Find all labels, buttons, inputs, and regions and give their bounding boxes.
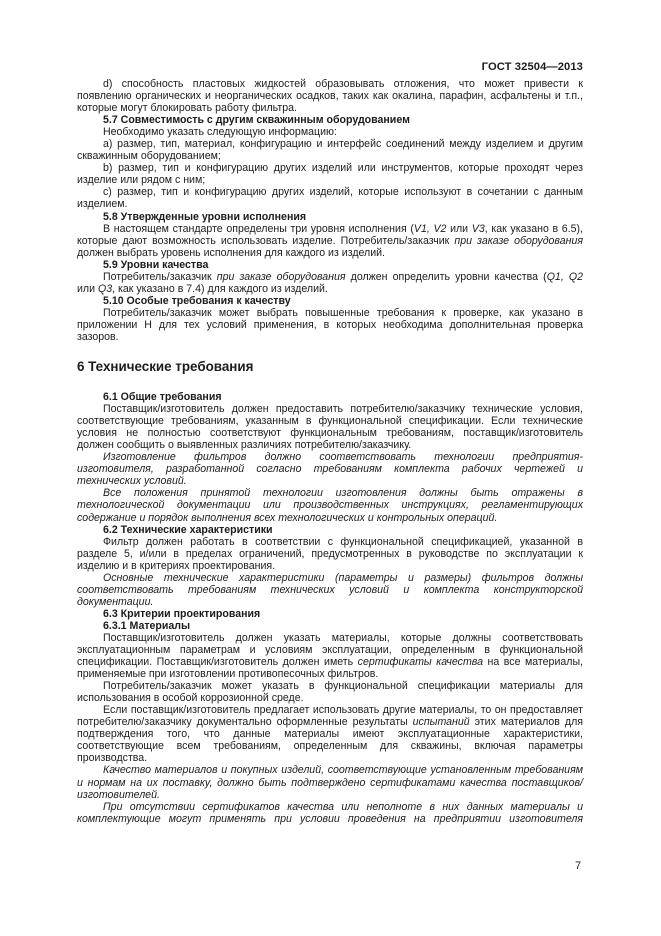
text-run: Потребитель/заказчик	[103, 270, 217, 283]
page-content	[77, 78, 583, 837]
text-run-italic: при заказе оборудования	[216, 270, 346, 283]
paragraph: d) способность пластовых жидкостей образовывать отложения, что может привести к появлению органических и неорганических осадков, таких как окалина, парафин, асфальтены и т.п., которые могут блокировать работу фильтра.	[77, 78, 583, 115]
paragraph	[77, 704, 583, 764]
paragraph: Поставщик/изготовитель должен предоставить потребителю/заказчику технические условия, соответствующие требованиям, указанным в функциональной спецификации. Если технические условия не полностью соответствуют функциональным требованиям, поставщик/изготовитель должен сообщить о выявленных различиях потребителю/заказчику.	[77, 403, 583, 452]
subheading: 6.1 Общие требования	[103, 391, 222, 404]
paragraph	[77, 223, 583, 259]
text-run-italic: при заказе оборудования	[454, 234, 584, 247]
text-run: или	[446, 222, 472, 235]
text-run: В настоящем стандарте определены три уровня исполнения (	[103, 222, 414, 235]
paragraph: b) размер, тип и конфигурацию других изделий или инструментов, которые проходят через изделие или рядом с ним;	[77, 162, 583, 187]
paragraph: c) размер, тип и конфигурацию других изделий, которые используют в сочетании с данным изделием.	[77, 186, 583, 211]
text-run-italic: Q1, Q2	[546, 270, 584, 283]
paragraph: Потребитель/заказчик может указать в функциональной спецификации материалы для использования в особой коррозионной среде.	[77, 680, 583, 705]
text-run-italic: V3	[471, 222, 485, 235]
subheading: 5.10 Особые требования к качеству	[103, 294, 291, 307]
subheading: 5.7 Совместимость с другим скважинным оборудованием	[103, 114, 410, 127]
text-run: , как указано в 6.5), которые дают возможность использовать изделие. Потребитель/заказчик	[77, 222, 583, 247]
text-run: , как указано в 7.4) для каждого из изделий.	[112, 282, 328, 295]
paragraph	[77, 271, 583, 295]
paragraph: Фильтр должен работать в соответствии с функциональной спецификацией, указанной в разделе 5, и/или в пределах ограничений, предусмотренных в руководстве по эксплуатации к изделию и в критериях проектирования.	[77, 535, 583, 572]
text-run: должен выбрать уровень исполнения для каждого из изделий.	[77, 246, 385, 259]
text-run-italic: сертификаты качества	[357, 656, 483, 669]
text-run: Если поставщик/изготовитель предлагает использовать другие материалы, то он предоставляет потребителю/заказчику документально оформленные результаты	[77, 704, 583, 729]
standard-code: ГОСТ 32504—2013	[481, 61, 583, 73]
text-run-italic: V1, V2	[413, 222, 447, 235]
paragraph: Необходимо указать следующую информацию:	[103, 126, 337, 139]
text-run: Поставщик/изготовитель должен указать материалы, которые должны соответствовать эксплуатационным параметрам и условиям эксплуатации, определенным в функциональной спецификации. Поставщик/изготовитель должен иметь	[77, 631, 583, 669]
paragraph: Потребитель/заказчик может выбрать повышенные требования к проверке, как указано в приложении Н для тех условий применения, в которых необходима дополнительная проверка зазоров.	[77, 306, 583, 343]
paragraph-italic: Основные технические характеристики (параметры и размеры) фильтров должны соответствовать требованиям технических условий и комплекта конструкторской документации.	[77, 571, 583, 608]
text-run-italic: Q3	[97, 282, 113, 295]
paragraph-italic: Изготовление фильтров должно соответствовать технологии предприятия-изготовителя, разработанной согласно требованиям комплекта рабочих чертежей и технических условий.	[77, 451, 583, 488]
paragraph	[77, 632, 583, 680]
subheading: 6.3.1 Материалы	[103, 619, 191, 632]
text-run: на все материалы, применяемые при изготовлении противопесочных фильтров.	[77, 656, 583, 681]
paragraph-italic: Качество материалов и покупных изделий, соответствующие установленным требованиям и нормам на их поставку, должно быть подтверждено сертификатами качества поставщиков/изготовителей.	[77, 764, 583, 801]
paragraph: а) размер, тип, материал, конфигурацию и интерфейс соединений между изделием и другим скважинным оборудованием;	[77, 138, 583, 163]
paragraph-italic: При отсутствии сертификатов качества или неполноте в них данных материалы и комплектующие могут применять при условии проведения на предприятии изготовителя	[77, 800, 583, 825]
page-number: 7	[575, 860, 582, 872]
text-run: должен определить уровни качества (	[345, 270, 547, 283]
text-run: этих материалов для подтверждения того, что данные материалы имеют эксплуатационные характеристики, соответствующие всем требованиям, определенным для скважины, включая параметры производства.	[77, 716, 584, 765]
subheading: 6.2 Технические характеристики	[103, 523, 273, 536]
subheading: 5.9 Уровни качества	[103, 258, 209, 271]
section-title: 6 Технические требования	[77, 359, 254, 375]
text-run: или	[77, 282, 98, 295]
subheading: 5.8 Утвержденные уровни исполнения	[103, 210, 307, 223]
paragraph-italic: Все положения принятой технологии изготовления должны быть отражены в технологической документации или производственных инструкциях, регламентирующих содержание и порядок выполнения всех технологических и контрольных операций.	[77, 487, 583, 524]
subheading: 6.3 Критерии проектирования	[103, 607, 261, 620]
text-run-italic: испытаний	[412, 716, 470, 729]
